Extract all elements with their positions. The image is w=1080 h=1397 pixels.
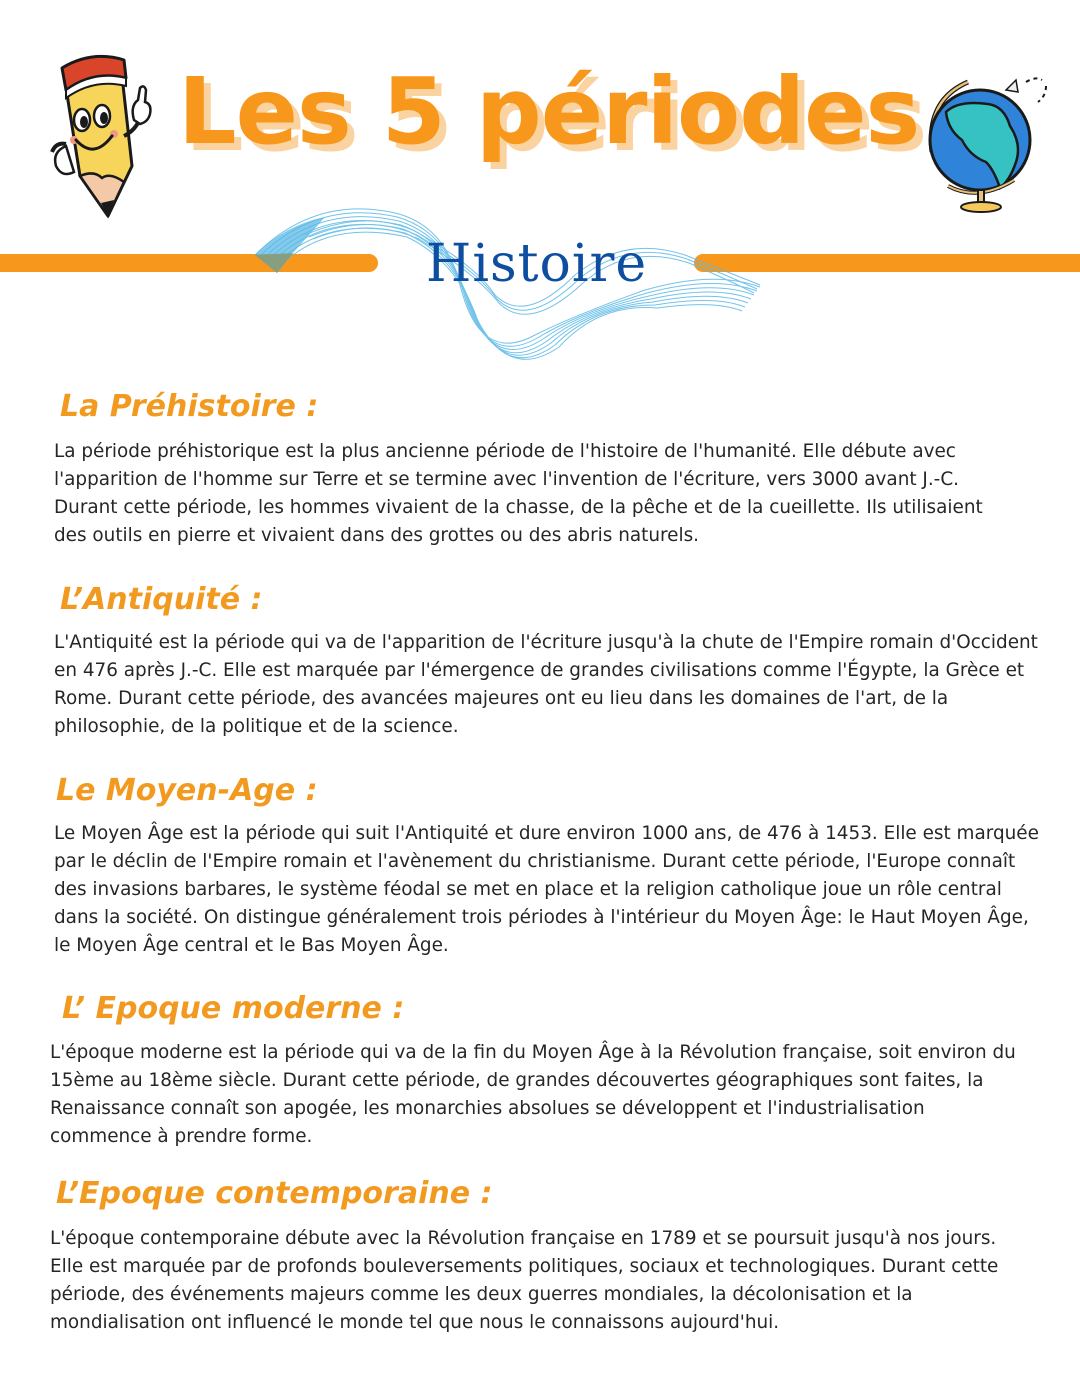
globe-icon	[918, 70, 1053, 215]
section-heading: Le Moyen-Age :	[56, 773, 318, 808]
section-heading: L’ Epoque moderne :	[62, 991, 405, 1026]
section-heading: L’Antiquité :	[60, 582, 263, 617]
section-body: L'Antiquité est la période qui va de l'apparition de l'écriture jusqu'à la chute de l'Empire romain d'Occident en 476 après J.-C. Elle est marquée par l'émergence de grandes civilisations comme l'Égypte, la Grèce et Rome. Durant cette période, des avancées majeures ont eu lieu dans les domaines de l'art, de la philosophie, de la politique et de la science.	[54, 632, 1038, 737]
section-heading: La Préhistoire :	[60, 389, 319, 424]
pencil-mascot-icon	[44, 48, 154, 223]
section-body: La période préhistorique est la plus ancienne période de l'histoire de l'humanité. Elle débute avec l'apparition de l'homme sur Terre et se termine avec l'invention de l'écriture, vers 3000 avant J.-C. Durant cette période, les hommes vivaient de la chasse, de la pêche et de la cueillette. Ils utilisaient des outils en pierre et vivaient dans des grottes ou des abris naturels.	[54, 441, 983, 546]
page-header	[0, 0, 1080, 380]
subject-subtitle: Histoire	[426, 234, 648, 294]
section-body: Le Moyen Âge est la période qui suit l'Antiquité et dure environ 1000 ans, de 476 à 1453. Elle est marquée par le déclin de l'Empire romain et l'avènement du christianisme. Durant cette période, l'Europe connaît des invasions barbares, le système féodal se met en place et la religion catholique joue un rôle central dans la société. On distingue généralement trois périodes à l'intérieur du Moyen Âge: le Haut Moyen Âge, le Moyen Âge central et le Bas Moyen Âge.	[54, 823, 1039, 956]
page-title: Les 5 périodes	[178, 58, 920, 165]
section-heading: L’Epoque contemporaine :	[56, 1176, 493, 1211]
section-body: L'époque contemporaine débute avec la Révolution française en 1789 et se poursuit jusqu'à nos jours. Elle est marquée par de profonds bouleversements politiques, sociaux et technologiques. Durant cette période, des événements majeurs comme les deux guerres mondiales, la décolonisation et la mondialisation ont influencé le monde tel que nous le connaissons aujourd'hui.	[50, 1228, 999, 1333]
section-body: L'époque moderne est la période qui va de la fin du Moyen Âge à la Révolution française, soit environ du 15ème au 18ème siècle. Durant cette période, de grandes découvertes géographiques sont faites, la Renaissance connaît son apogée, les monarchies absolues se développent et l'industrialisation commence à prendre forme.	[50, 1042, 1016, 1147]
